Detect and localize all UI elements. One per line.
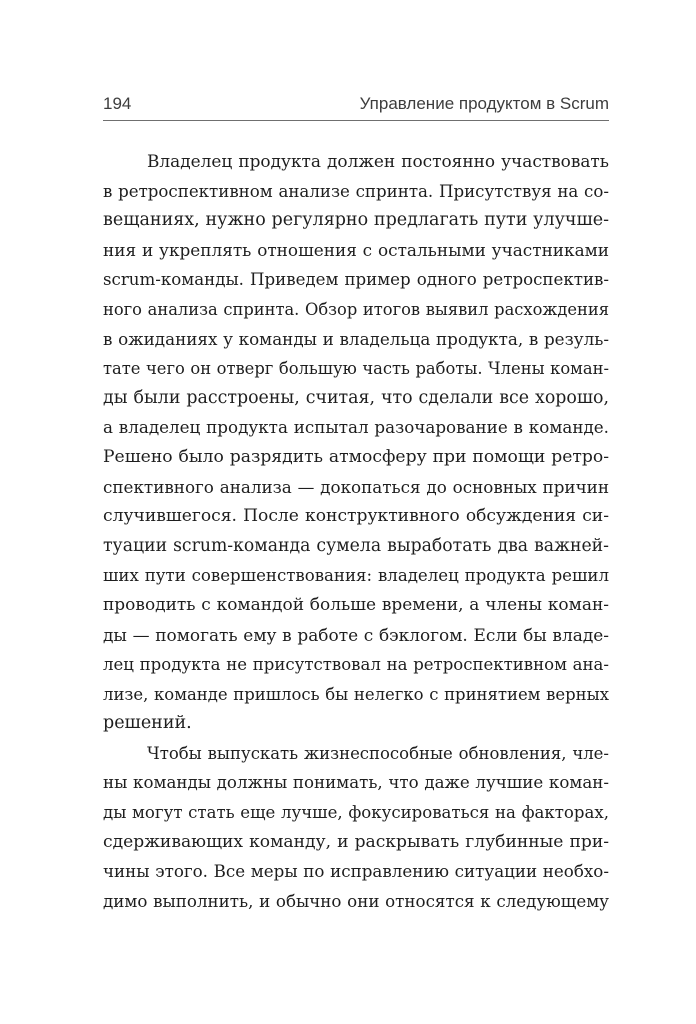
- text-line: сдерживающих команду, и раскрывать глубинные при-: [103, 831, 609, 852]
- text-line: в ожиданиях у команды и владельца продукта, в резуль-: [103, 328, 609, 349]
- text-line: решений.: [103, 713, 192, 734]
- text-line: лец продукта не присутствовал на ретроспективном ана-: [103, 655, 609, 675]
- text-line: туации scrum-команда сумела выработать два важней-: [103, 535, 609, 556]
- text-line: вещаниях, нужно регулярно предлагать пути улучше-: [103, 210, 609, 231]
- text-line: scrum-команды. Приведем пример одного ретроспектив-: [103, 270, 609, 290]
- text-line: Решено было разрядить атмосферу при помощи ретро-: [103, 446, 609, 467]
- paragraph-1: [103, 147, 609, 739]
- text-line: димо выполнить, и обычно они относятся к следующему: [103, 891, 609, 911]
- text-line: ды могут стать еще лучше, фокусироваться на факторах,: [103, 803, 609, 823]
- text-line: Чтобы выпускать жизнеспособные обновления, чле-: [147, 743, 609, 763]
- text-line: ного анализа спринта. Обзор итогов выявил расхождения: [103, 299, 609, 319]
- paragraph-2: [103, 739, 609, 917]
- text-line: случившегося. После конструктивного обсуждения си-: [103, 506, 609, 527]
- running-header: [103, 92, 609, 121]
- text-line: тате чего он отверг большую часть работы. Члены коман-: [103, 359, 609, 379]
- body-text: [103, 147, 609, 916]
- text-line: ды — помогать ему в работе с бэклогом. Если бы владе-: [103, 624, 609, 645]
- text-line: проводить с командой больше времени, а члены коман-: [103, 594, 609, 615]
- running-title: Управление продуктом в Scrum: [359, 94, 609, 113]
- text-line: а владелец продукта испытал разочарование в команде.: [103, 417, 609, 438]
- text-line: ны команды должны понимать, что даже лучшие коман-: [103, 773, 609, 793]
- text-line: чины этого. Все меры по исправлению ситуации необхо-: [103, 862, 609, 882]
- text-line: ды были расстроены, считая, что сделали все хорошо,: [103, 387, 609, 408]
- text-line: ших пути совершенствования: владелец продукта решил: [103, 566, 609, 586]
- text-line: Владелец продукта должен постоянно участвовать: [147, 151, 609, 171]
- text-line: ния и укреплять отношения с остальными участниками: [103, 239, 609, 260]
- text-line: спективного анализа — докопаться до основных причин: [103, 476, 609, 497]
- text-line: лизе, команде пришлось бы нелегко с принятием верных: [103, 684, 609, 704]
- page-number: 194: [103, 94, 132, 113]
- text-line: в ретроспективном анализе спринта. Присутствуя на со-: [103, 181, 609, 201]
